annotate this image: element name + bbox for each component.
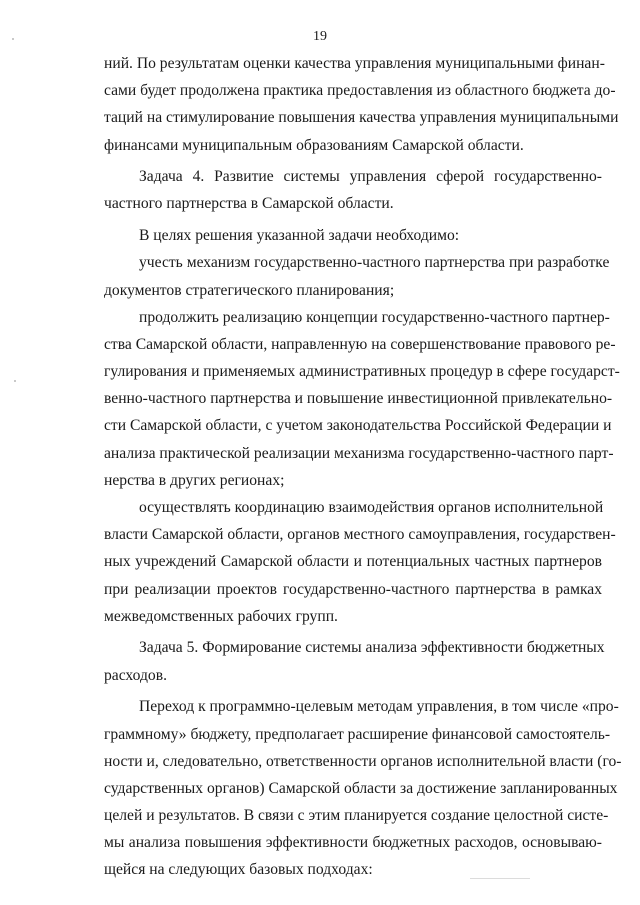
text-line: венно-частного партнерства и повышение инвестиционной привлекательно- [104, 390, 613, 408]
text-line: анализа практической реализации механизма государственно-частного парт- [104, 444, 614, 462]
text-line: документов стратегического планирования; [104, 281, 395, 299]
text-line: таций на стимулирование повышения качества управления муниципальными [104, 109, 619, 127]
task-heading: расходов. [104, 666, 167, 684]
text-line: сти Самарской области, с учетом законодательства Российской Федерации и [104, 417, 612, 435]
scan-speck [14, 380, 16, 382]
text-line: граммному» бюджету, предполагает расширение финансовой самостоятель- [104, 725, 611, 743]
text-line: межведомственных рабочих групп. [104, 607, 338, 625]
text-line: финансами муниципальным образованиям Самарской области. [104, 136, 524, 154]
text-line: мы анализа повышения эффективности бюджетных расходов, основываю- [104, 834, 602, 852]
text-line: В целях решения указанной задачи необходимо: [139, 227, 460, 245]
text-line: щейся на следующих базовых подходах: [104, 861, 373, 879]
text-line: сами будет продолжена практика предоставления из областного бюджета до- [104, 82, 616, 100]
list-item: осуществлять координацию взаимодействия органов исполнительной [139, 499, 604, 516]
text-line: ний. По результатам оценки качества управления муниципальными финан- [104, 55, 605, 72]
text-line: сударственных органов) Самарской области за достижение запланированных [104, 779, 618, 797]
body-text [104, 50, 622, 884]
text-line: нерства в других регионах; [104, 471, 285, 489]
text-line: Переход к программно-целевым методам управления, в том числе «про- [139, 698, 619, 716]
scan-speck [470, 878, 530, 879]
scan-speck [12, 38, 14, 40]
task-heading: частного партнерства в Самарской области. [104, 195, 394, 213]
task-heading: Задача 5. Формирование системы анализа эффективности бюджетных [139, 639, 605, 657]
text-line: ных учреждений Самарской области и потенциальных частных партнеров [104, 553, 602, 571]
list-item: учесть механизм государственно-частного партнерства при разработке [139, 254, 610, 272]
list-item: продолжить реализацию концепции государственно-частного партнер- [139, 308, 610, 326]
text-line: при реализации проектов государственно-частного партнерства в рамках [104, 580, 602, 598]
text-line: ности и, следовательно, ответственности органов исполнительной власти (го- [104, 752, 622, 770]
text-line: ства Самарской области, направленную на совершенствование правового ре- [104, 335, 616, 353]
task-heading: Задача 4. Развитие системы управления сферой государственно- [139, 168, 602, 186]
text-line: власти Самарской области, органов местного самоуправления, государствен- [104, 526, 616, 544]
text-line: целей и результатов. В связи с этим планируется создание целостной систе- [104, 807, 609, 825]
text-line: гулирования и применяемых административных процедур в сфере государст- [104, 363, 620, 381]
page-number: 19 [313, 29, 327, 44]
